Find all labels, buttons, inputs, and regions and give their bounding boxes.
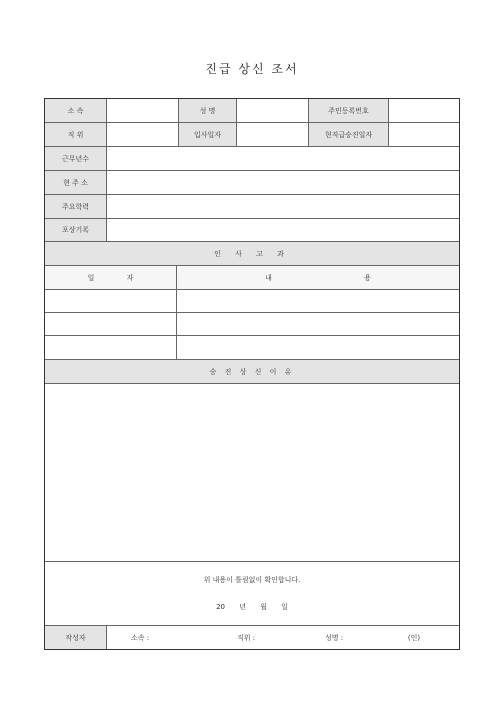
value-affiliation[interactable] xyxy=(107,99,179,122)
value-hire-date[interactable] xyxy=(237,123,309,146)
hr-date-cell[interactable] xyxy=(45,290,177,312)
label-affiliation: 소 속 xyxy=(45,99,107,122)
row-position xyxy=(45,123,459,147)
row-education xyxy=(45,195,459,219)
writer-label: 작성자 xyxy=(45,626,107,649)
confirmation-area xyxy=(45,561,459,626)
writer-row xyxy=(45,626,459,649)
label-hire-date: 입사일자 xyxy=(179,123,237,146)
confirmation-statement: 위 내용이 틀림없이 확인합니다. xyxy=(203,576,301,584)
hr-content-cell[interactable] xyxy=(177,313,459,335)
hr-col-content: 내 용 xyxy=(265,273,371,282)
row-years-of-service xyxy=(45,147,459,171)
value-name[interactable] xyxy=(237,99,309,122)
promotion-form xyxy=(44,98,460,650)
hr-column-header xyxy=(45,266,459,290)
reason-text-area[interactable] xyxy=(45,384,459,561)
value-resident-no[interactable] xyxy=(389,99,459,122)
writer-position-label[interactable]: 직위 : xyxy=(237,633,256,642)
value-current-promo-date[interactable] xyxy=(389,123,459,146)
hr-content-cell[interactable] xyxy=(177,336,459,359)
hr-content-cell[interactable] xyxy=(177,290,459,312)
row-address xyxy=(45,171,459,195)
value-education[interactable] xyxy=(107,195,459,218)
hr-col-date: 일 자 xyxy=(45,266,177,289)
label-years-of-service: 근무년수 xyxy=(45,147,107,170)
hr-section-title: 인 사 고 과 xyxy=(214,249,290,258)
reason-section-header xyxy=(45,360,459,384)
document-title: 진급 상신 조서 xyxy=(205,62,299,76)
hr-row xyxy=(45,290,459,313)
value-years-of-service[interactable] xyxy=(107,147,459,170)
hr-row xyxy=(45,336,459,360)
hr-row xyxy=(45,313,459,336)
writer-seal: (인) xyxy=(407,633,421,642)
label-current-promo-date: 현직급승진일자 xyxy=(309,123,389,146)
label-awards: 포상기록 xyxy=(45,219,107,241)
value-awards[interactable] xyxy=(107,219,459,241)
hr-date-cell[interactable] xyxy=(45,336,177,359)
writer-name-label[interactable]: 성명 : xyxy=(325,633,344,642)
label-resident-no: 주민등록번호 xyxy=(309,99,389,122)
row-awards xyxy=(45,219,459,242)
value-position[interactable] xyxy=(107,123,179,146)
label-education: 주요학력 xyxy=(45,195,107,218)
label-name: 성 명 xyxy=(179,99,237,122)
row-affiliation xyxy=(45,99,459,123)
writer-affiliation-label[interactable]: 소속 : xyxy=(131,633,150,642)
value-address[interactable] xyxy=(107,171,459,194)
reason-section-title: 승 진 상 신 이 유 xyxy=(209,367,295,376)
label-position: 직 위 xyxy=(45,123,107,146)
confirmation-date: 20 년 월 일 xyxy=(216,603,288,611)
label-address: 현 주 소 xyxy=(45,171,107,194)
hr-section-header xyxy=(45,242,459,266)
hr-date-cell[interactable] xyxy=(45,313,177,335)
